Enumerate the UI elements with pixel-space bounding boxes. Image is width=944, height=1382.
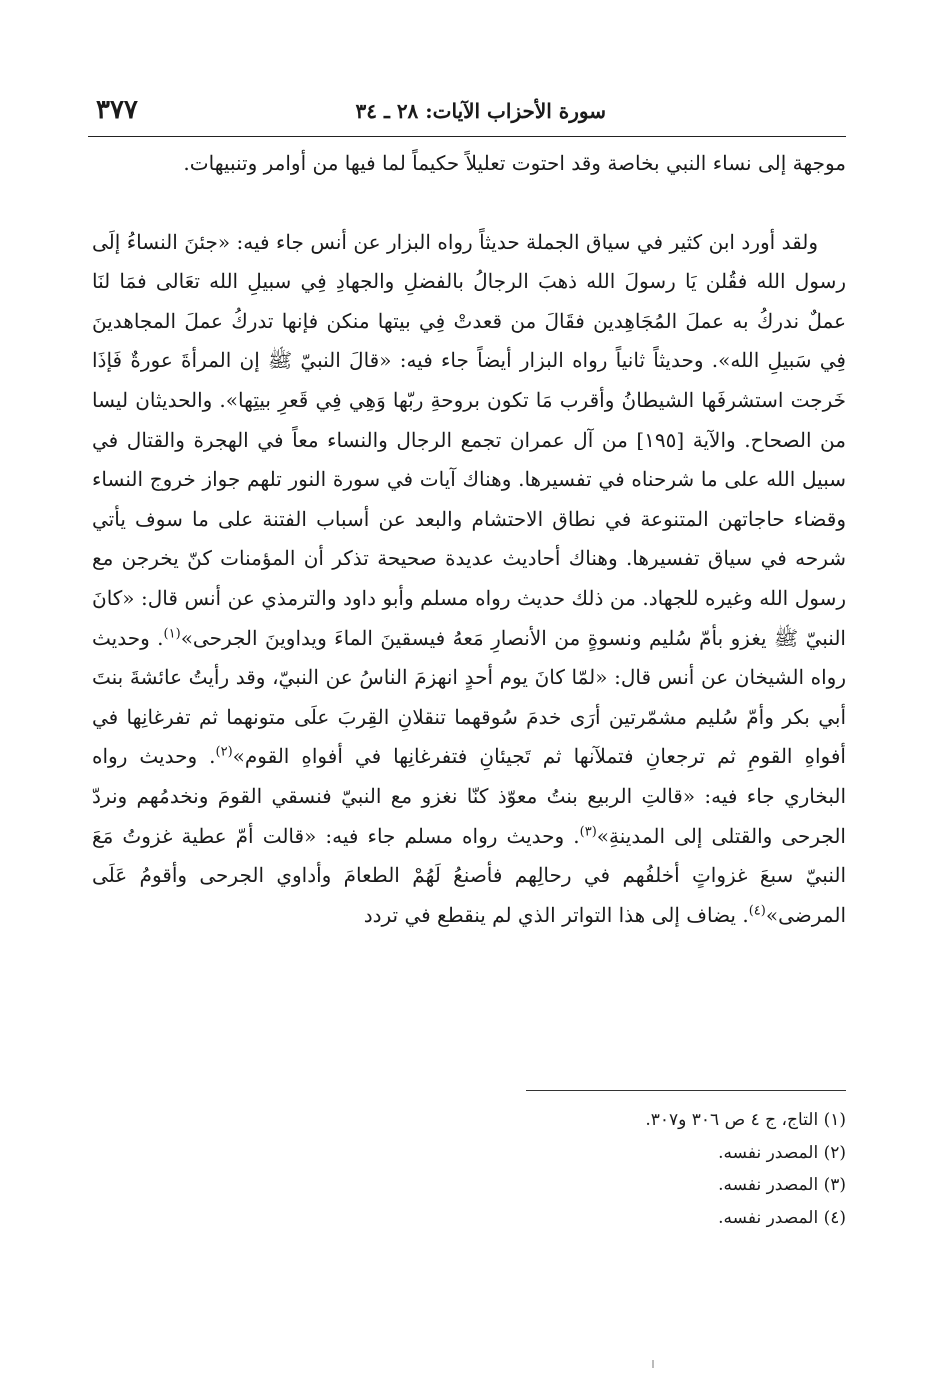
- paragraph-2-text-e: . يضاف إلى هذا التواتر الذي لم ينقطع في تردد: [363, 902, 749, 927]
- footnotes: [300, 1104, 846, 1234]
- paragraph-2-text-b: . وحديث رواه الشيخان عن أنس قال: «لمّا كانَ يوم أحدٍ انهزمَ الناسُ عن النبيّ، وقد رأيتُ عائشةَ بنتَ أبي بكر وأمّ سُليم مشمّرتين أرَى خدمَ سُوقهما تنقلانِ القِربَ علَى متونهما ثم تفرغانِها في أفواهِ القومِ ثم ترجعانِ فتملآنها ثم تَجيئانِ فتفرغانِها في أفواهِ القوم»: [92, 625, 846, 769]
- header-divider: [88, 136, 846, 137]
- paragraph-2-text-c: . وحديث رواه البخاري جاء فيه: «قالتِ الربيع بنتُ معوّذ كنّا نغزو مع النبيّ فنسقي القومَ ونخدمُهم ونردّ الجرحى والقتلى إلى المدينةِ»: [92, 744, 846, 848]
- footnote-ref-3[interactable]: (٣): [579, 823, 597, 839]
- footnote-divider: [526, 1090, 846, 1091]
- main-text: [92, 144, 846, 935]
- footnote-2: (٢) المصدر نفسه.: [718, 1142, 846, 1163]
- paragraph-1: [92, 144, 846, 184]
- footnote-ref-2[interactable]: (٢): [215, 744, 233, 760]
- footnote-4: (٤) المصدر نفسه.: [718, 1207, 846, 1228]
- footnote-3: (٣) المصدر نفسه.: [718, 1175, 846, 1195]
- page-number: ٣٧٧: [96, 95, 138, 125]
- running-header: [88, 96, 846, 132]
- footnote-1: (١) التاج، ج ٤ ص ٣٠٦ و٣٠٧.: [645, 1110, 846, 1130]
- paragraph-1-text: موجهة إلى نساء النبي بخاصة وقد احتوت تعليلاً حكيماً لما فيها من أوامر وتنبيهات.: [183, 151, 846, 175]
- paragraph-2-text-d: . وحديث رواه مسلم جاء فيه: «قالت أمّ عطية غزوتُ مَعَ النبيّ سبعَ غزواتٍ أخلفُهم في رحالِهم فأصنعُ لَهُمْ الطعامَ وأداوي الجرحى وأقومُ عَلَى المرضى»: [92, 823, 846, 927]
- chapter-title: سورة الأحزاب الآيات: ٢٨ ـ ٣٤: [355, 99, 606, 123]
- paragraph-2-text: ولقد أورد ابن كثير في سياق الجملة حديثاً رواه البزار عن أنس جاء فيه: «جئنَ النساءُ إلَى رسول الله فقُلن يَا رسولَ الله ذهبَ الرجالُ بالفضلِ والجهادِ فِي سبيلِ الله تعَالى فمَا لنَا عملٌ ندركُ به عملَ المُجَاهِدين فقَالَ من قعدتْ فِي بيتها منكن فإنها تدركُ عملَ المجاهدينَ فِي سَبيلِ الله». وحديثاً ثانياً رواه البزار أيضاً جاء فيه: «قالَ النبيّ ﷺ إن المرأةَ عورةٌ فَإذَا خَرجت استشرفَها الشيطانُ وأقرب مَا تكون بروحةِ ربّها وَهِي فِي قَعرِ بيتِها». والحديثان ليسا من الصحاح. والآية [١٩٥] من آل عمران تجمع الرجال والنساء معاً في الهجرة والقتال في سبيل الله على ما شرحناه في تفسيرها. وهناك آيات في سورة النور تلهم جواز خروج النساء وقضاء حاجاتهن المتنوعة في نطاق الاحتشام والبعد عن أسباب الفتنة على ما سوف يأتي شرحه في سياق تفسيرها. وهناك أحاديث عديدة صحيحة تذكر أن المؤمنات كنّ يخرجن مع رسول الله وغيره للجهاد. من ذلك حديث رواه مسلم وأبو داود والترمذي عن أنس قال: «كانَ النبيّ ﷺ يغزو بأمّ سُليم ونسوةٍ من الأنصارِ مَعهُ فيسقينَ الماءَ ويداوينَ الجرحى»: [92, 229, 846, 650]
- footnote-ref-1[interactable]: (١): [163, 625, 181, 641]
- paragraph-2: [92, 223, 846, 936]
- footnote-ref-4[interactable]: (٤): [748, 903, 766, 919]
- scan-speck: [652, 1360, 654, 1368]
